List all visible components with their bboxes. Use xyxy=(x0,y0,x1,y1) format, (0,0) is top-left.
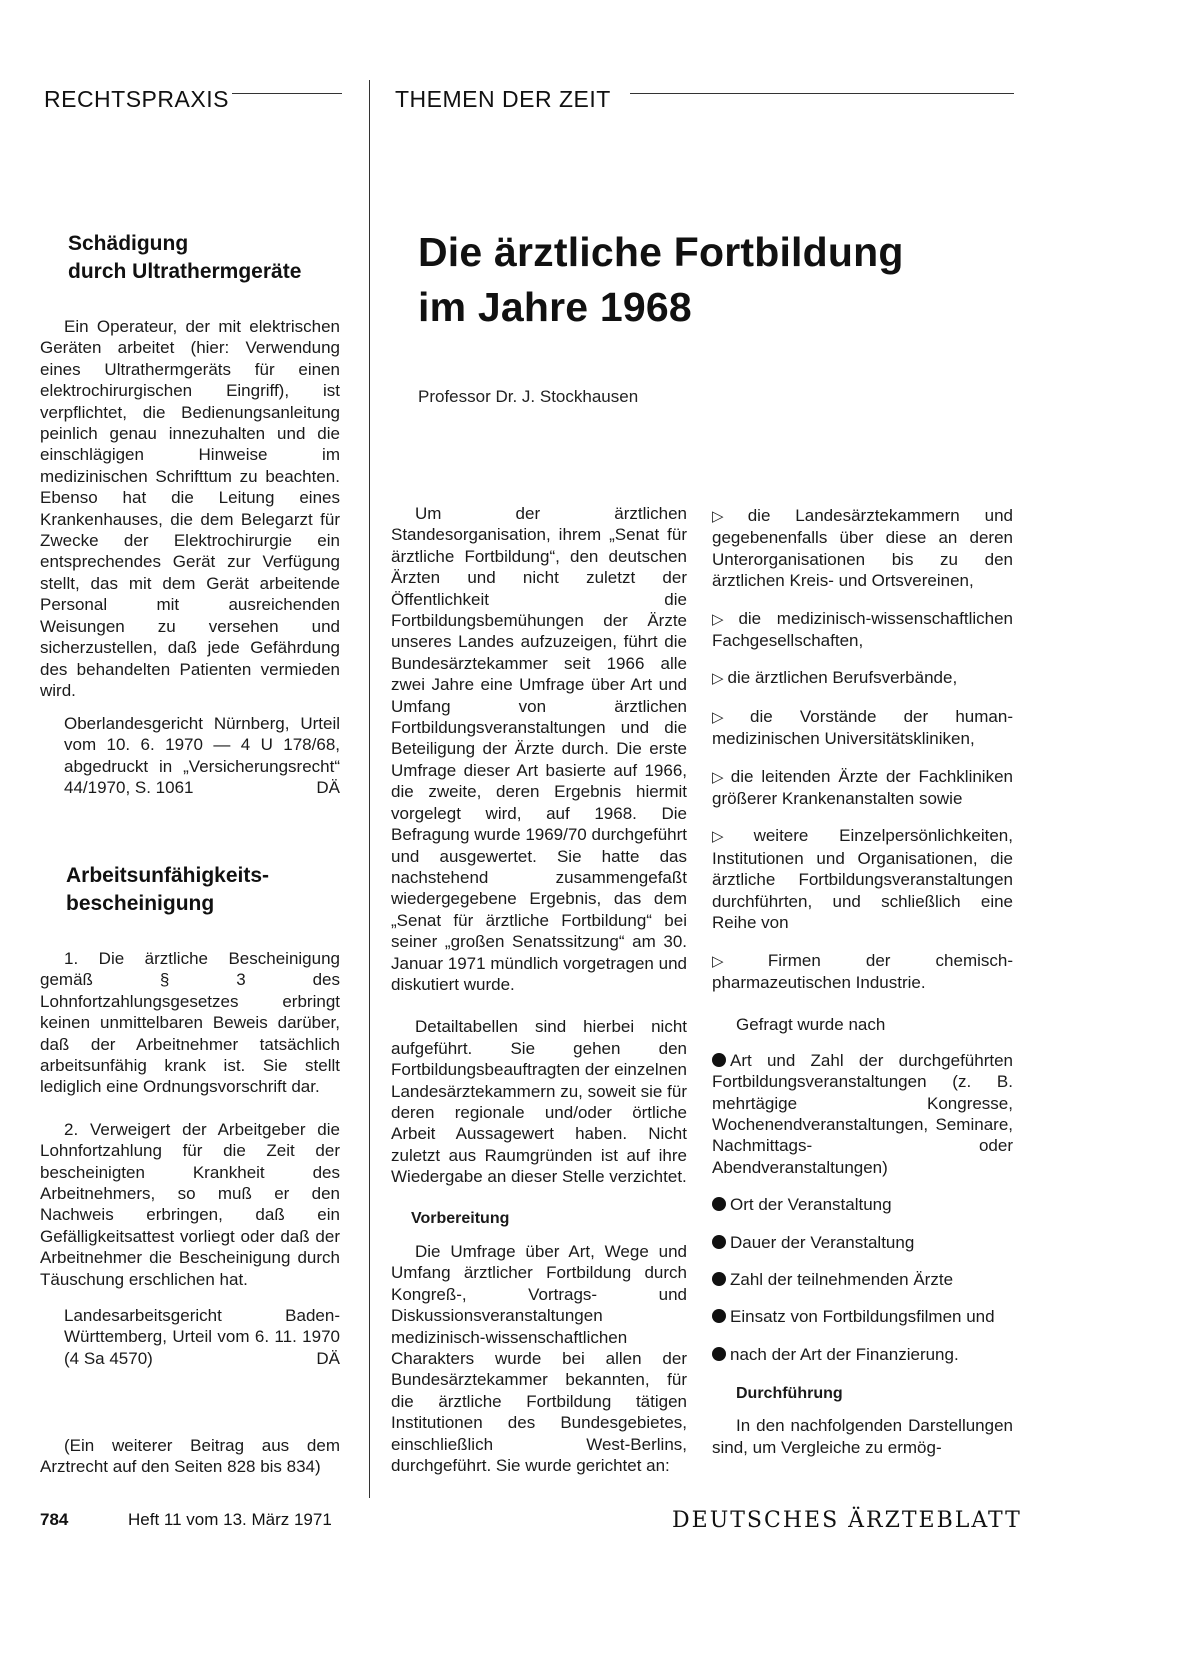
article1-heading xyxy=(68,230,348,286)
triangle-bullet-icon: ▷ xyxy=(712,610,735,628)
article1-citation: Oberlandesgericht Nürnberg, Urteil vom 10. 6. 1970 — 4 U 178/68, abgedruckt in „Versicherungsrecht“ 44/1970, S. 1061 xyxy=(64,714,340,798)
main-article-column-1 xyxy=(391,503,687,1476)
question-item xyxy=(712,1232,1013,1253)
article2-heading xyxy=(66,862,346,918)
main-title-line1: Die ärztliche Fortbildung xyxy=(418,229,904,275)
recipient-text: Firmen der chemisch-pharmazeutischen Industrie. xyxy=(712,950,1013,992)
main-article-title xyxy=(418,225,1058,335)
bullet-dot-icon xyxy=(712,1309,726,1323)
subheading-durchfuehrung: Durchführung xyxy=(736,1385,843,1403)
triangle-bullet-icon: ▷ xyxy=(712,670,724,688)
main-paragraph-2: Detailtabellen sind hierbei nicht aufgeführt. Sie gehen den Fortbildungsbeauftragten der einzelnen Landesärztekammern zu, soweit sie für deren regionale und/oder örtliche Arbeit Aussagewert haben. Nicht zuletzt aus Raumgründen ist auf ihre Wiedergabe an dieser Stelle verzichtet. xyxy=(391,1017,687,1187)
cross-reference-note: (Ein weiterer Beitrag aus dem Arztrecht auf den Seiten 828 bis 834) xyxy=(40,1436,340,1477)
header-rule-left xyxy=(232,93,342,94)
question-text: Dauer der Veranstaltung xyxy=(730,1232,915,1252)
recipient-item xyxy=(712,608,1013,652)
question-item xyxy=(712,1306,1013,1327)
main-article-column-2 xyxy=(712,505,1013,1458)
recipient-text: die medizinisch-wissenschaftlichen Fachgesellschaften, xyxy=(712,608,1013,651)
article2-body xyxy=(40,948,340,1290)
bullet-dot-icon xyxy=(712,1347,726,1361)
recipient-item xyxy=(712,766,1013,810)
recipient-item xyxy=(712,950,1013,994)
bullet-dot-icon xyxy=(712,1053,726,1067)
article1-citation-block xyxy=(64,713,340,799)
question-text: Einsatz von Fortbildungsfilmen und xyxy=(730,1307,995,1327)
article2-heading-line2: bescheinigung xyxy=(66,892,215,915)
recipient-text: weitere Einzelpersönlichkeiten, Institutionen und Organisationen, die ärztliche Fortbildungsveranstaltungen durchführten, und schließlich eine Reihe von xyxy=(712,826,1013,933)
article1-heading-line1: Schädigung xyxy=(68,232,189,255)
durchfuehrung-paragraph: In den nachfolgenden Darstellungen sind, um Vergleiche zu ermög- xyxy=(712,1416,1013,1457)
issue-info: Heft 11 vom 13. März 1971 xyxy=(128,1510,332,1529)
question-item xyxy=(712,1194,1013,1215)
question-text: Art und Zahl der durchgeführten Fortbildungsveranstaltungen (z. B. mehrtägige Kongresse, Wochenendveranstaltungen, Seminare, Nachmittags- oder Abendveranstaltungen) xyxy=(712,1050,1013,1177)
article2-paragraph-2: 2. Verweigert der Arbeitgeber die Lohnfortzahlung für die Zeit der bescheinigten Krankheit des Arbeitnehmers, so muß er den Nachweis erbringen, daß ein Gefälligkeitsattest vorliegt oder daß der Arbeitnehmer die Bescheinigung durch Täuschung erschlichen hat. xyxy=(40,1119,340,1289)
article2-citation-block xyxy=(64,1305,340,1369)
question-item xyxy=(712,1269,1013,1290)
main-paragraph-3: Die Umfrage über Art, Wege und Umfang ärztlicher Fortbildung durch Kongreß-, Vortrags- und Diskussionsveranstaltungen medizinisch-wissenschaftlichen Charakters wurde bei allen der Bundesärztekammer bekannten, für die ärztliche Fortbildung tätigen Institutionen des Bundesgebietes, einschließlich West-Berlins, durchgeführt. Sie wurde gerichtet an: xyxy=(391,1242,687,1476)
publication-name: DEUTSCHES ÄRZTEBLATT xyxy=(672,1508,1022,1533)
section-header-left: RECHTSPRAXIS xyxy=(44,86,229,112)
section-header-right: THEMEN DER ZEIT xyxy=(395,86,611,112)
article-author: Professor Dr. J. Stockhausen xyxy=(418,387,639,406)
article2-citation-mark: DÄ xyxy=(316,1348,340,1368)
question-item xyxy=(712,1344,1013,1365)
triangle-bullet-icon: ▷ xyxy=(712,828,750,846)
main-paragraph-1: Um der ärztlichen Standesorganisation, ihrem „Senat für ärztliche Fortbildung“, den deutschen Ärzten und nicht zuletzt der Öffentlichkeit die Fortbildungsbemühungen der Ärzte unseres Landes aufzuzeigen, führt die Bundesärztekammer seit 1966 alle zwei Jahre eine Umfrage über Art und Umfang von ärztlichen Fortbildungsveranstaltungen und die Beteiligung der Ärzte durch. Die erste Umfrage dieser Art basierte auf 1966, die zweite, deren Ergebnis hiermit vorgelegt wird, auf 1968. Die Befragung wurde 1969/70 durchgeführt und ausgewertet. Sie hatte das nachstehend zusammengefaßt wiedergegebene Ergebnis, das dem „Senat für ärztliche Fortbildung“ bei seiner „großen Senatssitzung“ am 30. Januar 1971 mündlich vorgetragen und diskutiert wurde. xyxy=(391,504,687,994)
header-rule-right xyxy=(630,93,1014,94)
recipient-text: die Landesärztekammern und gegebenenfalls über diese an deren Unterorganisationen bis zu den ärztlichen Kreis- und Ortsvereinen, xyxy=(712,506,1013,591)
cross-reference-note-block xyxy=(40,1435,340,1478)
article1-body xyxy=(40,316,340,701)
subheading-vorbereitung: Vorbereitung xyxy=(411,1209,510,1227)
article1-paragraph: Ein Operateur, der mit elektrischen Geräten arbeitet (hier: Verwendung eines Ultrathermgeräts für einen elektrochirurgischen Eingriff), ist verpflichtet, die Bedienungsanleitung peinlich genau innezuhalten und die einschlägigen Hinweise im medizinischen Schrifttum zu beachten. Ebenso hat die Leitung eines Krankenhauses, die dem Belegarzt für Zwecke der Elektrochirurgie ein entsprechendes Gerät zur Verfügung stellt, das mit dem Gerät arbeitende Personal mit ausreichenden Weisungen zu versehen und sicherzustellen, daß jede Gefährdung des behandelten Patienten vermieden wird. xyxy=(40,317,340,700)
article2-paragraph-1: 1. Die ärztliche Bescheinigung gemäß § 3 des Lohnfortzahlungsgesetzes erbringt keinen unmittelbaren Beweis darüber, daß der Arbeitnehmer tatsächlich arbeitsunfähig krank ist. Sie stellt lediglich eine Ordnungsvorschrift dar. xyxy=(40,949,340,1097)
question-text: Zahl der teilnehmenden Ärzte xyxy=(730,1269,954,1289)
question-text: Ort der Veranstaltung xyxy=(730,1195,892,1215)
question-item xyxy=(712,1050,1013,1178)
column-divider xyxy=(369,80,370,1498)
article1-heading-line2: durch Ultrathermgeräte xyxy=(68,260,302,283)
bullet-dot-icon xyxy=(712,1197,726,1211)
triangle-bullet-icon: ▷ xyxy=(712,952,764,970)
triangle-bullet-icon: ▷ xyxy=(712,768,727,786)
page-number: 784 xyxy=(40,1510,69,1529)
recipient-item xyxy=(712,505,1013,592)
triangle-bullet-icon: ▷ xyxy=(712,508,744,525)
triangle-bullet-icon: ▷ xyxy=(712,708,746,726)
article1-citation-mark: DÄ xyxy=(316,778,340,798)
recipient-item xyxy=(712,667,1013,689)
recipient-text: die Vorstände der human-medizinischen Universitätskliniken, xyxy=(712,706,1013,749)
asked-intro: Gefragt wurde nach xyxy=(736,1015,886,1035)
recipient-item xyxy=(712,825,1013,933)
article2-citation: Landesarbeitsgericht Baden-Württemberg, Urteil vom 6. 11. 1970 (4 Sa 4570) xyxy=(64,1306,340,1368)
recipient-text: die ärztlichen Berufsverbände, xyxy=(727,668,958,688)
recipient-item xyxy=(712,706,1013,750)
article2-heading-line1: Arbeitsunfähigkeits- xyxy=(66,864,270,887)
main-title-line2: im Jahre 1968 xyxy=(418,284,692,330)
question-text: nach der Art der Finanzierung. xyxy=(730,1344,959,1364)
recipient-text: die leitenden Ärzte der Fachkliniken größerer Krankenanstalten sowie xyxy=(712,766,1013,809)
bullet-dot-icon xyxy=(712,1235,726,1249)
bullet-dot-icon xyxy=(712,1272,726,1286)
